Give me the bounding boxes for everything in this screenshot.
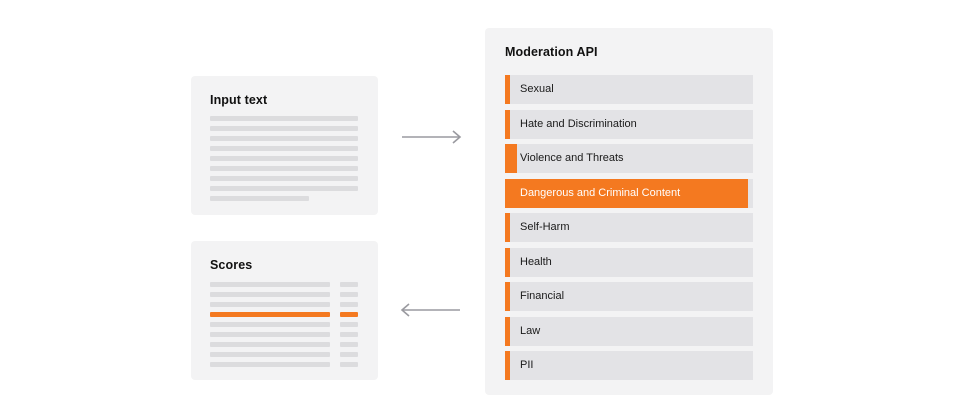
category-label: Hate and Discrimination (520, 117, 637, 130)
category-score-bar (505, 110, 510, 139)
score-value-line (340, 292, 358, 297)
category-row (505, 179, 753, 208)
category-score-bar (505, 248, 510, 277)
category-score-bar (505, 144, 517, 173)
category-row (505, 75, 753, 104)
score-value-line (340, 342, 358, 347)
score-label-line (210, 292, 330, 297)
category-row (505, 213, 753, 242)
text-placeholder-line (210, 116, 358, 121)
score-value-line (340, 362, 358, 367)
score-label-line (210, 352, 330, 357)
category-label: Sexual (520, 83, 554, 95)
category-row (505, 317, 753, 346)
text-placeholder-line (210, 176, 358, 181)
input-text-title: Input text (210, 93, 268, 107)
category-row (505, 282, 753, 311)
category-score-bar (505, 213, 510, 242)
score-label-line (210, 312, 330, 317)
category-score-bar (505, 351, 510, 380)
score-value-line (340, 332, 358, 337)
score-value-line (340, 282, 358, 287)
text-placeholder-line (210, 136, 358, 141)
score-value-line (340, 322, 358, 327)
input-text-card (191, 76, 378, 215)
category-score-bar (505, 75, 510, 104)
category-score-bar (505, 317, 510, 346)
category-label: Financial (520, 290, 565, 302)
category-label: Health (520, 255, 552, 268)
category-row (505, 144, 753, 173)
category-row (505, 351, 753, 380)
score-label-line (210, 362, 330, 367)
text-placeholder-line (210, 146, 358, 151)
score-label-line (210, 322, 330, 327)
moderation-api-title: Moderation API (505, 45, 598, 59)
moderation-api-card (485, 28, 773, 395)
text-placeholder-line (210, 196, 309, 201)
category-row (505, 110, 753, 139)
score-value-line (340, 312, 358, 317)
text-placeholder-line (210, 166, 358, 171)
score-value-line (340, 302, 358, 307)
scores-title: Scores (210, 258, 253, 272)
category-label: Self-Harm (520, 221, 570, 233)
text-placeholder-line (210, 186, 358, 191)
text-placeholder-line (210, 156, 358, 161)
category-score-bar (505, 282, 510, 311)
category-label: Law (520, 324, 541, 337)
category-label: PII (520, 359, 534, 371)
category-label: Dangerous and Criminal Content (520, 186, 681, 199)
score-value-line (340, 352, 358, 357)
text-placeholder-line (210, 126, 358, 131)
score-label-line (210, 342, 330, 347)
scores-card (191, 241, 378, 380)
arrow-left-icon (399, 302, 461, 318)
score-label-line (210, 282, 330, 287)
score-label-line (210, 332, 330, 337)
score-label-line (210, 302, 330, 307)
category-label: Violence and Threats (520, 152, 624, 164)
arrow-right-icon (401, 129, 463, 145)
category-row (505, 248, 753, 277)
